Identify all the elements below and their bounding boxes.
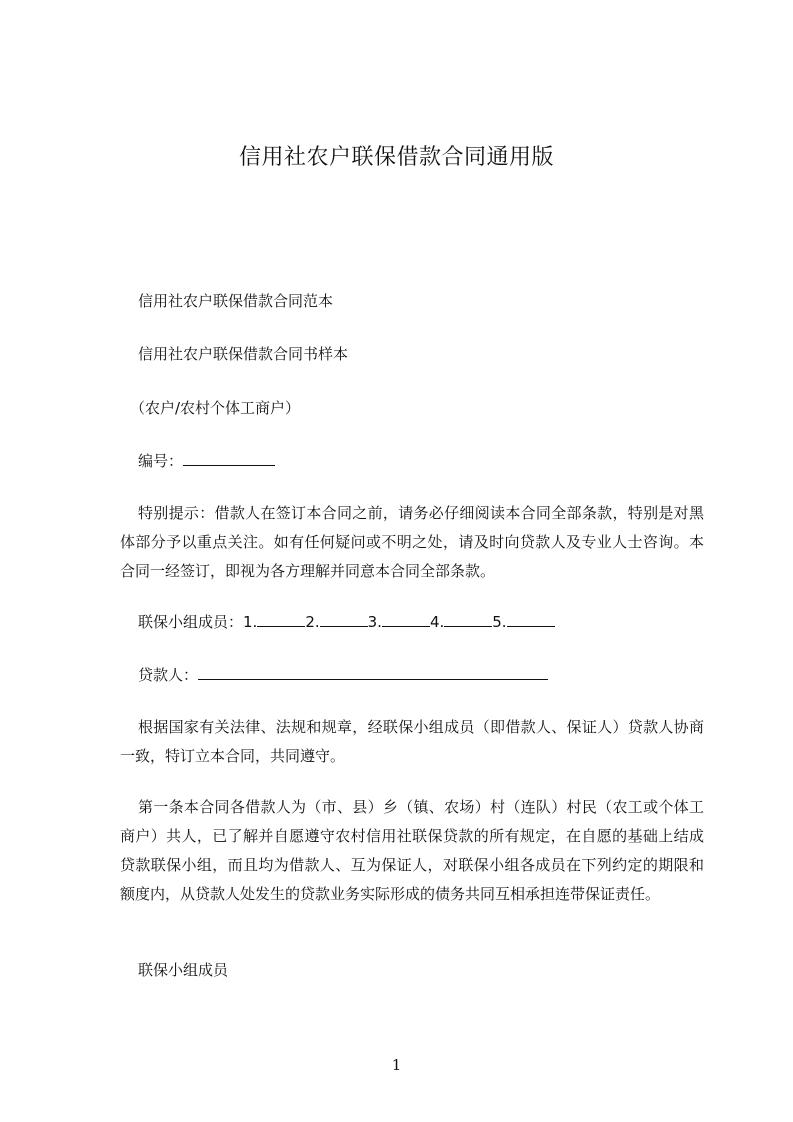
book-sample-line: 信用社农户联保借款合同书样本 xyxy=(138,345,349,363)
sample-name-line: 信用社农户联保借款合同范本 xyxy=(138,292,334,310)
member-blank-2 xyxy=(320,612,368,627)
document-title: 信用社农户联保借款合同通用版 xyxy=(238,145,554,170)
subtitle-line: （农户/农村个体工商户） xyxy=(130,399,301,417)
member-blank-4 xyxy=(444,612,492,627)
group-members-heading: 联保小组成员 xyxy=(138,961,229,979)
page-number: 1 xyxy=(391,1056,402,1074)
member-number-4: 4. xyxy=(429,613,445,631)
member-number-5: 5. xyxy=(492,613,507,631)
members-line xyxy=(138,612,555,632)
intro-paragraph: 根据国家有关法律、法规和规章，经联保小组成员（即借款人、保证人）贷款人协商一致，特订立本合同，共同遵守。 xyxy=(120,718,704,765)
members-label: 联保小组成员： xyxy=(138,613,244,631)
member-number-3: 3. xyxy=(367,613,382,631)
lender-label: 贷款人： xyxy=(138,666,199,684)
member-blank-5 xyxy=(507,612,555,627)
lender-blank xyxy=(198,665,548,680)
lender-line xyxy=(138,665,548,685)
number-blank xyxy=(183,451,275,466)
special-notice-paragraph: 特别提示：借款人在签订本合同之前，请务必仔细阅读本合同全部条款，特别是对黑体部分予以重点关注。如有任何疑问或不明之处，请及时向贷款人及专业人士咨询。本合同一经签订，即视为各方理解并同意本合同全部条款。 xyxy=(120,504,704,580)
member-blank-1 xyxy=(257,612,305,627)
member-number-2: 2. xyxy=(305,613,320,631)
number-label: 编号： xyxy=(138,452,184,470)
number-line xyxy=(138,451,275,471)
member-blank-3 xyxy=(382,612,430,627)
member-number-1: 1. xyxy=(243,613,258,631)
article-one-paragraph: 第一条本合同各借款人为（市、县）乡（镇、农场）村（连队）村民（农工或个体工商户）共人，已了解并自愿遵守农村信用社联保贷款的所有规定，在自愿的基础上结成贷款联保小组，而且均为借款人、互为保证人，对联保小组各成员在下列约定的期限和额度内，从贷款人处发生的贷款业务实际形成的债务共同互相承担连带保证责任。 xyxy=(120,798,704,903)
